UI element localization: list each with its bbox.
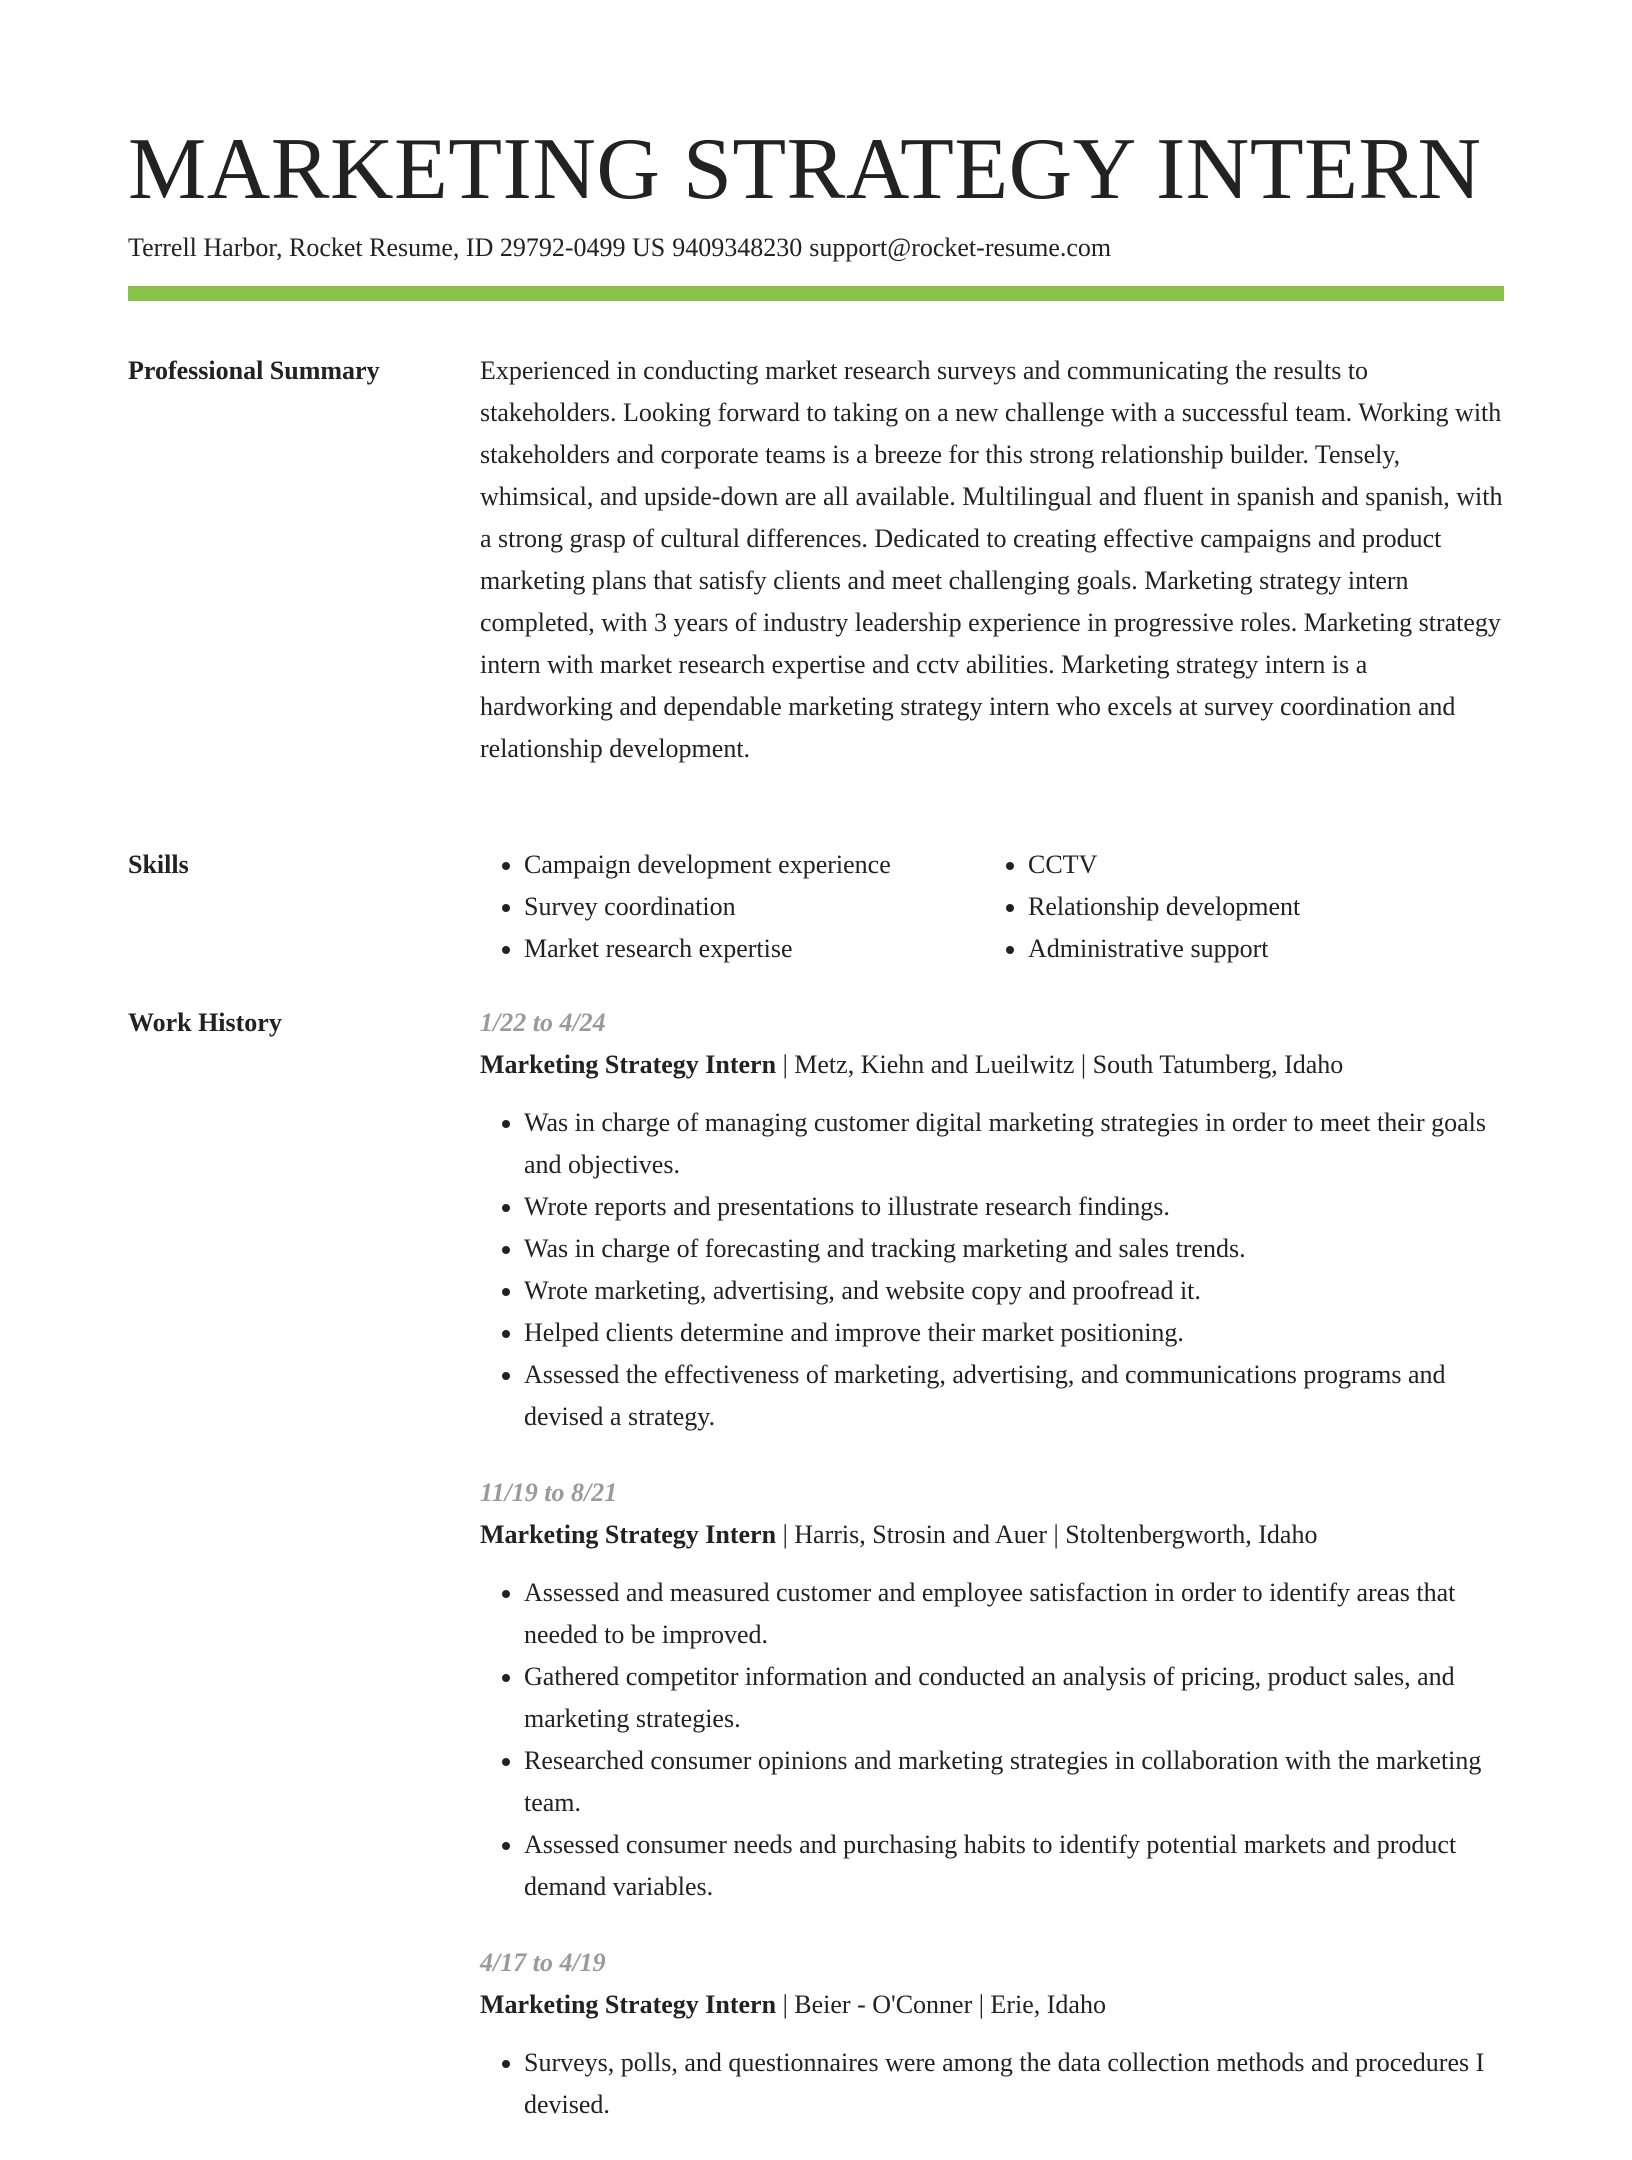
job-bullet: • Wrote reports and presentations to illustrate research findings. (524, 1186, 1504, 1228)
skill-item: • Market research expertise (524, 928, 984, 970)
work-heading: Work History (128, 1008, 282, 1037)
skill-item: • CCTV (1028, 844, 1300, 886)
header-divider (128, 286, 1504, 301)
job-dates: 1/22 to 4/24 (480, 1008, 606, 1037)
contact-address: Terrell Harbor, Rocket Resume, ID 29792-0499 US (128, 233, 666, 262)
job-bullet: • Assessed the effectiveness of marketing, advertising, and communications programs and devised a strategy. (524, 1354, 1504, 1438)
job-bullets (480, 1102, 1504, 1438)
skills-column-1 (480, 844, 984, 970)
job-entry (480, 1002, 1504, 1438)
job-bullet: • Assessed consumer needs and purchasing habits to identify potential markets and product demand variables. (524, 1824, 1504, 1908)
contact-line (128, 230, 1111, 266)
job-bullet: • Helped clients determine and improve their market positioning. (524, 1312, 1504, 1354)
job-entry (480, 1942, 1504, 2126)
work-body (480, 1002, 1504, 2160)
job-bullet: • Assessed and measured customer and employee satisfaction in order to identify areas that needed to be improved. (524, 1572, 1504, 1656)
job-title: Marketing Strategy Intern (480, 1050, 777, 1079)
job-title-line (480, 1984, 1504, 2026)
job-entry (480, 1472, 1504, 1908)
job-bullet: • Gathered competitor information and conducted an analysis of pricing, product sales, and marketing strategies. (524, 1656, 1504, 1740)
summary-body (480, 350, 1504, 770)
job-title-line (480, 1514, 1504, 1556)
summary-heading: Professional Summary (128, 356, 380, 385)
contact-email: support@rocket-resume.com (809, 233, 1112, 262)
job-details: | Metz, Kiehn and Lueilwitz | South Tatumberg, Idaho (782, 1050, 1344, 1079)
skills-list (480, 844, 1504, 970)
job-details: | Harris, Strosin and Auer | Stoltenbergworth, Idaho (782, 1520, 1318, 1549)
skill-item: • Administrative support (1028, 928, 1300, 970)
resume-name: MARKETING STRATEGY INTERN (128, 121, 1482, 218)
job-bullet: • Wrote marketing, advertising, and website copy and proofread it. (524, 1270, 1504, 1312)
job-title: Marketing Strategy Intern (480, 1520, 777, 1549)
job-title: Marketing Strategy Intern (480, 1990, 777, 2019)
skills-column-2 (984, 844, 1300, 970)
job-bullets (480, 2042, 1504, 2126)
job-bullet: • Was in charge of forecasting and tracking marketing and sales trends. (524, 1228, 1504, 1270)
job-bullet: • Researched consumer opinions and marketing strategies in collaboration with the marketing team. (524, 1740, 1504, 1824)
skills-heading: Skills (128, 850, 189, 879)
job-bullets (480, 1572, 1504, 1908)
contact-phone: 9409348230 (672, 233, 803, 262)
summary-text: Experienced in conducting market research surveys and communicating the results to stakeholders. Looking forward to taking on a new challenge with a successful team. Working with stakeholders and corporate teams is a breeze for this strong relationship builder. Tensely, whimsical, and upside-down are all available. Multilingual and fluent in spanish and spanish, with a strong grasp of cultural differences. Dedicated to creating effective campaigns and product marketing plans that satisfy clients and meet challenging goals. Marketing strategy intern completed, with 3 years of industry leadership experience in progressive roles. Marketing strategy intern with market research expertise and cctv abilities. Marketing strategy intern is a hardworking and dependable marketing strategy intern who excels at survey coordination and relationship development. (480, 356, 1503, 763)
job-title-line (480, 1044, 1504, 1086)
job-bullet: • Surveys, polls, and questionnaires were among the data collection methods and procedures I devised. (524, 2042, 1504, 2126)
skill-item: • Relationship development (1028, 886, 1300, 928)
job-bullet: • Was in charge of managing customer digital marketing strategies in order to meet their goals and objectives. (524, 1102, 1504, 1186)
job-details: | Beier - O'Conner | Erie, Idaho (782, 1990, 1106, 2019)
skill-item: • Campaign development experience (524, 844, 984, 886)
skill-item: • Survey coordination (524, 886, 984, 928)
job-dates: 11/19 to 8/21 (480, 1478, 618, 1507)
job-dates: 4/17 to 4/19 (480, 1948, 606, 1977)
